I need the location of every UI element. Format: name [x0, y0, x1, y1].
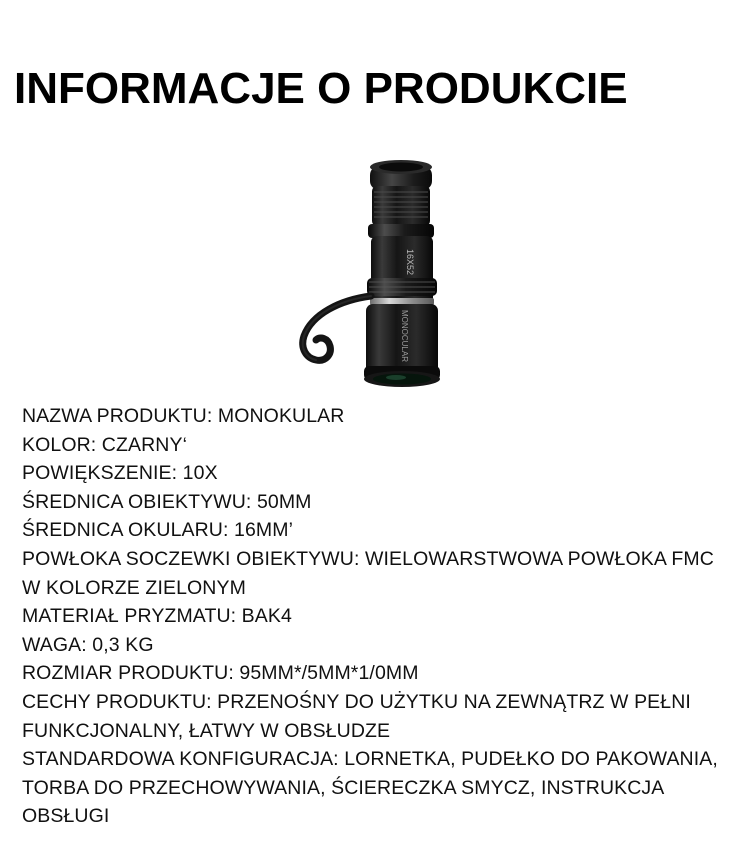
- spec-line: POWIĘKSZENIE: 10X: [22, 462, 218, 485]
- svg-text:16X52: 16X52: [405, 248, 415, 276]
- spec-line: MATERIAŁ PRYZMATU: BAK4: [22, 605, 292, 628]
- product-specs-list: [22, 402, 734, 831]
- page-title: INFORMACJE O PRODUKCIE: [14, 64, 628, 113]
- spec-line: NAZWA PRODUKTU: MONOKULAR: [22, 405, 345, 427]
- spec-line: POWŁOKA SOCZEWKI OBIEKTYWU: WIELOWARSTWOWA POWŁOKA FMC W KOLORZE ZIELONYM: [22, 547, 714, 599]
- monocular-illustration: [0, 150, 750, 390]
- spec-line: ROZMIAR PRODUKTU: 95MM*/5MM*1/0MM: [22, 662, 419, 685]
- product-image: [0, 150, 750, 390]
- spec-line: KOLOR: CZARNY‘: [22, 433, 188, 456]
- spec-line: ŚREDNICA OBIEKTYWU: 50MM: [22, 490, 312, 513]
- spec-line: CECHY PRODUKTU: PRZENOŚNY DO UŻYTKU NA ZEWNĄTRZ W PEŁNI FUNKCJONALNY, ŁATWY W OBSŁUDZE: [22, 690, 691, 742]
- svg-text:MONOCULAR: MONOCULAR: [400, 309, 409, 363]
- spec-line: WAGA: 0,3 KG: [22, 633, 154, 656]
- spec-line: ŚREDNICA OKULARU: 16MM’: [22, 519, 294, 542]
- spec-line: STANDARDOWA KONFIGURACJA: LORNETKA, PUDEŁKO DO PAKOWANIA, TORBA DO PRZECHOWYWANIA, ŚCIERECZKA SMYCZ, INSTRUKCJA OBSŁUGI: [22, 748, 718, 828]
